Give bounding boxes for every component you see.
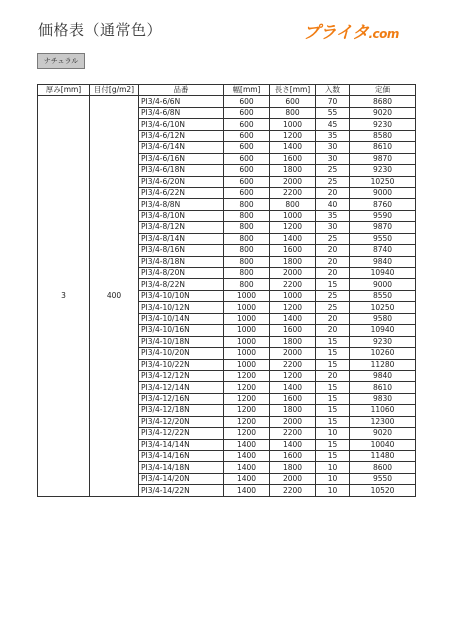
cell-length: 1600 xyxy=(270,393,316,404)
cell-quantity: 15 xyxy=(316,451,350,462)
cell-quantity: 20 xyxy=(316,325,350,336)
cell-price: 9020 xyxy=(350,107,416,118)
cell-width: 1000 xyxy=(224,302,270,313)
cell-product-code: PI3/4-12/14N xyxy=(139,382,224,393)
cell-length: 2200 xyxy=(270,428,316,439)
cell-width: 800 xyxy=(224,268,270,279)
cell-width: 1000 xyxy=(224,325,270,336)
cell-quantity: 35 xyxy=(316,130,350,141)
cell-length: 1600 xyxy=(270,245,316,256)
cell-price: 8600 xyxy=(350,462,416,473)
cell-quantity: 35 xyxy=(316,210,350,221)
cell-quantity: 15 xyxy=(316,416,350,427)
cell-width: 800 xyxy=(224,279,270,290)
cell-quantity: 30 xyxy=(316,142,350,153)
cell-length: 2200 xyxy=(270,485,316,496)
cell-product-code: PI3/4-6/22N xyxy=(139,187,224,198)
cell-width: 1000 xyxy=(224,348,270,359)
cell-width: 1000 xyxy=(224,313,270,324)
cell-product-code: PI3/4-8/22N xyxy=(139,279,224,290)
cell-width: 1400 xyxy=(224,485,270,496)
cell-quantity: 15 xyxy=(316,382,350,393)
cell-width: 600 xyxy=(224,176,270,187)
header-width: 幅[mm] xyxy=(224,85,270,96)
cell-price: 9000 xyxy=(350,187,416,198)
cell-length: 1800 xyxy=(270,256,316,267)
cell-product-code: PI3/4-6/8N xyxy=(139,107,224,118)
cell-product-code: PI3/4-8/12N xyxy=(139,222,224,233)
cell-price: 8680 xyxy=(350,96,416,107)
cell-quantity: 15 xyxy=(316,348,350,359)
header-price: 定価 xyxy=(350,85,416,96)
cell-price: 9840 xyxy=(350,256,416,267)
cell-product-code: PI3/4-12/18N xyxy=(139,405,224,416)
cell-product-code: PI3/4-14/14N xyxy=(139,439,224,450)
cell-length: 1000 xyxy=(270,210,316,221)
cell-length: 800 xyxy=(270,199,316,210)
cell-length: 1400 xyxy=(270,382,316,393)
cell-length: 2000 xyxy=(270,473,316,484)
cell-length: 2000 xyxy=(270,268,316,279)
cell-width: 1000 xyxy=(224,336,270,347)
cell-width: 800 xyxy=(224,256,270,267)
cell-quantity: 30 xyxy=(316,153,350,164)
cell-product-code: PI3/4-6/12N xyxy=(139,130,224,141)
cell-product-code: PI3/4-6/14N xyxy=(139,142,224,153)
color-tag: ナチュラル xyxy=(37,53,85,69)
cell-length: 1600 xyxy=(270,153,316,164)
cell-width: 1200 xyxy=(224,416,270,427)
cell-product-code: PI3/4-8/14N xyxy=(139,233,224,244)
header-thickness: 厚み[mm] xyxy=(38,85,90,96)
cell-quantity: 20 xyxy=(316,313,350,324)
cell-width: 600 xyxy=(224,142,270,153)
cell-price: 9580 xyxy=(350,313,416,324)
cell-quantity: 15 xyxy=(316,279,350,290)
cell-length: 800 xyxy=(270,107,316,118)
cell-price: 8610 xyxy=(350,142,416,153)
cell-quantity: 25 xyxy=(316,233,350,244)
cell-length: 2200 xyxy=(270,279,316,290)
cell-length: 1800 xyxy=(270,462,316,473)
cell-price: 9230 xyxy=(350,119,416,130)
cell-length: 1200 xyxy=(270,302,316,313)
cell-price: 9020 xyxy=(350,428,416,439)
cell-width: 600 xyxy=(224,119,270,130)
cell-quantity: 30 xyxy=(316,222,350,233)
cell-price: 8740 xyxy=(350,245,416,256)
cell-width: 1200 xyxy=(224,382,270,393)
cell-price: 9000 xyxy=(350,279,416,290)
cell-length: 1000 xyxy=(270,290,316,301)
cell-length: 1200 xyxy=(270,222,316,233)
cell-price: 9830 xyxy=(350,393,416,404)
cell-product-code: PI3/4-12/16N xyxy=(139,393,224,404)
cell-price: 10940 xyxy=(350,268,416,279)
cell-quantity: 55 xyxy=(316,107,350,118)
header-length: 長さ[mm] xyxy=(270,85,316,96)
cell-width: 800 xyxy=(224,199,270,210)
cell-width: 1400 xyxy=(224,451,270,462)
cell-price: 10250 xyxy=(350,176,416,187)
cell-product-code: PI3/4-14/22N xyxy=(139,485,224,496)
cell-width: 1200 xyxy=(224,405,270,416)
cell-length: 2200 xyxy=(270,187,316,198)
cell-price: 10250 xyxy=(350,302,416,313)
cell-quantity: 70 xyxy=(316,96,350,107)
cell-price: 9870 xyxy=(350,222,416,233)
cell-price: 11480 xyxy=(350,451,416,462)
cell-width: 1000 xyxy=(224,290,270,301)
cell-product-code: PI3/4-8/16N xyxy=(139,245,224,256)
cell-width: 600 xyxy=(224,187,270,198)
cell-weight: 400 xyxy=(90,96,139,496)
cell-length: 600 xyxy=(270,96,316,107)
cell-quantity: 45 xyxy=(316,119,350,130)
cell-length: 2000 xyxy=(270,176,316,187)
cell-length: 1400 xyxy=(270,313,316,324)
price-table xyxy=(37,84,416,497)
cell-quantity: 25 xyxy=(316,165,350,176)
cell-product-code: PI3/4-6/6N xyxy=(139,96,224,107)
cell-length: 2000 xyxy=(270,416,316,427)
cell-length: 1200 xyxy=(270,370,316,381)
cell-width: 1400 xyxy=(224,473,270,484)
cell-length: 1400 xyxy=(270,233,316,244)
cell-product-code: PI3/4-6/16N xyxy=(139,153,224,164)
cell-price: 10260 xyxy=(350,348,416,359)
cell-width: 1200 xyxy=(224,393,270,404)
cell-width: 800 xyxy=(224,210,270,221)
cell-quantity: 25 xyxy=(316,176,350,187)
cell-quantity: 15 xyxy=(316,439,350,450)
cell-price: 8580 xyxy=(350,130,416,141)
cell-price: 11060 xyxy=(350,405,416,416)
cell-product-code: PI3/4-12/22N xyxy=(139,428,224,439)
cell-price: 10040 xyxy=(350,439,416,450)
table-row xyxy=(38,96,416,107)
cell-price: 10520 xyxy=(350,485,416,496)
cell-length: 1800 xyxy=(270,165,316,176)
cell-price: 9870 xyxy=(350,153,416,164)
cell-quantity: 10 xyxy=(316,428,350,439)
cell-product-code: PI3/4-8/18N xyxy=(139,256,224,267)
cell-price: 8760 xyxy=(350,199,416,210)
cell-length: 1800 xyxy=(270,405,316,416)
cell-thickness: 3 xyxy=(38,96,90,496)
cell-width: 1000 xyxy=(224,359,270,370)
cell-width: 600 xyxy=(224,96,270,107)
cell-product-code: PI3/4-12/12N xyxy=(139,370,224,381)
cell-quantity: 10 xyxy=(316,462,350,473)
cell-quantity: 25 xyxy=(316,302,350,313)
cell-price: 8610 xyxy=(350,382,416,393)
cell-product-code: PI3/4-14/20N xyxy=(139,473,224,484)
cell-width: 1400 xyxy=(224,462,270,473)
cell-product-code: PI3/4-10/16N xyxy=(139,325,224,336)
brand-logo[interactable] xyxy=(303,18,399,43)
cell-product-code: PI3/4-8/20N xyxy=(139,268,224,279)
cell-price: 8550 xyxy=(350,290,416,301)
cell-product-code: PI3/4-8/8N xyxy=(139,199,224,210)
cell-quantity: 25 xyxy=(316,290,350,301)
cell-width: 1200 xyxy=(224,428,270,439)
cell-length: 1600 xyxy=(270,451,316,462)
cell-length: 1800 xyxy=(270,336,316,347)
cell-width: 800 xyxy=(224,222,270,233)
logo-suffix-text: .com xyxy=(368,27,399,41)
cell-price: 9230 xyxy=(350,165,416,176)
cell-product-code: PI3/4-10/12N xyxy=(139,302,224,313)
cell-price: 11280 xyxy=(350,359,416,370)
cell-quantity: 15 xyxy=(316,359,350,370)
cell-quantity: 15 xyxy=(316,405,350,416)
cell-quantity: 40 xyxy=(316,199,350,210)
logo-main-text: プライタ xyxy=(303,23,369,43)
page-title: 価格表（通常色） xyxy=(38,21,163,39)
cell-width: 1200 xyxy=(224,370,270,381)
cell-product-code: PI3/4-10/14N xyxy=(139,313,224,324)
cell-length: 1400 xyxy=(270,439,316,450)
cell-price: 10940 xyxy=(350,325,416,336)
header-weight: 目付[g/m2] xyxy=(90,85,139,96)
cell-width: 800 xyxy=(224,233,270,244)
header-product-code: 品番 xyxy=(139,85,224,96)
cell-length: 2000 xyxy=(270,348,316,359)
cell-length: 2200 xyxy=(270,359,316,370)
cell-width: 600 xyxy=(224,107,270,118)
cell-product-code: PI3/4-10/20N xyxy=(139,348,224,359)
cell-width: 600 xyxy=(224,165,270,176)
cell-product-code: PI3/4-14/16N xyxy=(139,451,224,462)
cell-length: 1200 xyxy=(270,130,316,141)
cell-product-code: PI3/4-10/22N xyxy=(139,359,224,370)
cell-product-code: PI3/4-10/18N xyxy=(139,336,224,347)
cell-price: 9550 xyxy=(350,233,416,244)
cell-price: 9230 xyxy=(350,336,416,347)
cell-quantity: 20 xyxy=(316,256,350,267)
cell-quantity: 15 xyxy=(316,336,350,347)
cell-quantity: 20 xyxy=(316,187,350,198)
cell-width: 1400 xyxy=(224,439,270,450)
cell-quantity: 10 xyxy=(316,473,350,484)
cell-quantity: 20 xyxy=(316,370,350,381)
cell-width: 600 xyxy=(224,153,270,164)
cell-quantity: 20 xyxy=(316,245,350,256)
cell-price: 12300 xyxy=(350,416,416,427)
cell-quantity: 10 xyxy=(316,485,350,496)
cell-width: 800 xyxy=(224,245,270,256)
cell-length: 1400 xyxy=(270,142,316,153)
cell-product-code: PI3/4-8/10N xyxy=(139,210,224,221)
cell-product-code: PI3/4-12/20N xyxy=(139,416,224,427)
cell-product-code: PI3/4-10/10N xyxy=(139,290,224,301)
cell-price: 9550 xyxy=(350,473,416,484)
cell-product-code: PI3/4-6/20N xyxy=(139,176,224,187)
cell-product-code: PI3/4-14/18N xyxy=(139,462,224,473)
cell-quantity: 20 xyxy=(316,268,350,279)
cell-product-code: PI3/4-6/18N xyxy=(139,165,224,176)
cell-quantity: 15 xyxy=(316,393,350,404)
cell-width: 600 xyxy=(224,130,270,141)
table-header-row xyxy=(38,85,416,96)
header-quantity: 入数 xyxy=(316,85,350,96)
cell-price: 9590 xyxy=(350,210,416,221)
cell-product-code: PI3/4-6/10N xyxy=(139,119,224,130)
cell-length: 1600 xyxy=(270,325,316,336)
cell-length: 1000 xyxy=(270,119,316,130)
cell-price: 9840 xyxy=(350,370,416,381)
